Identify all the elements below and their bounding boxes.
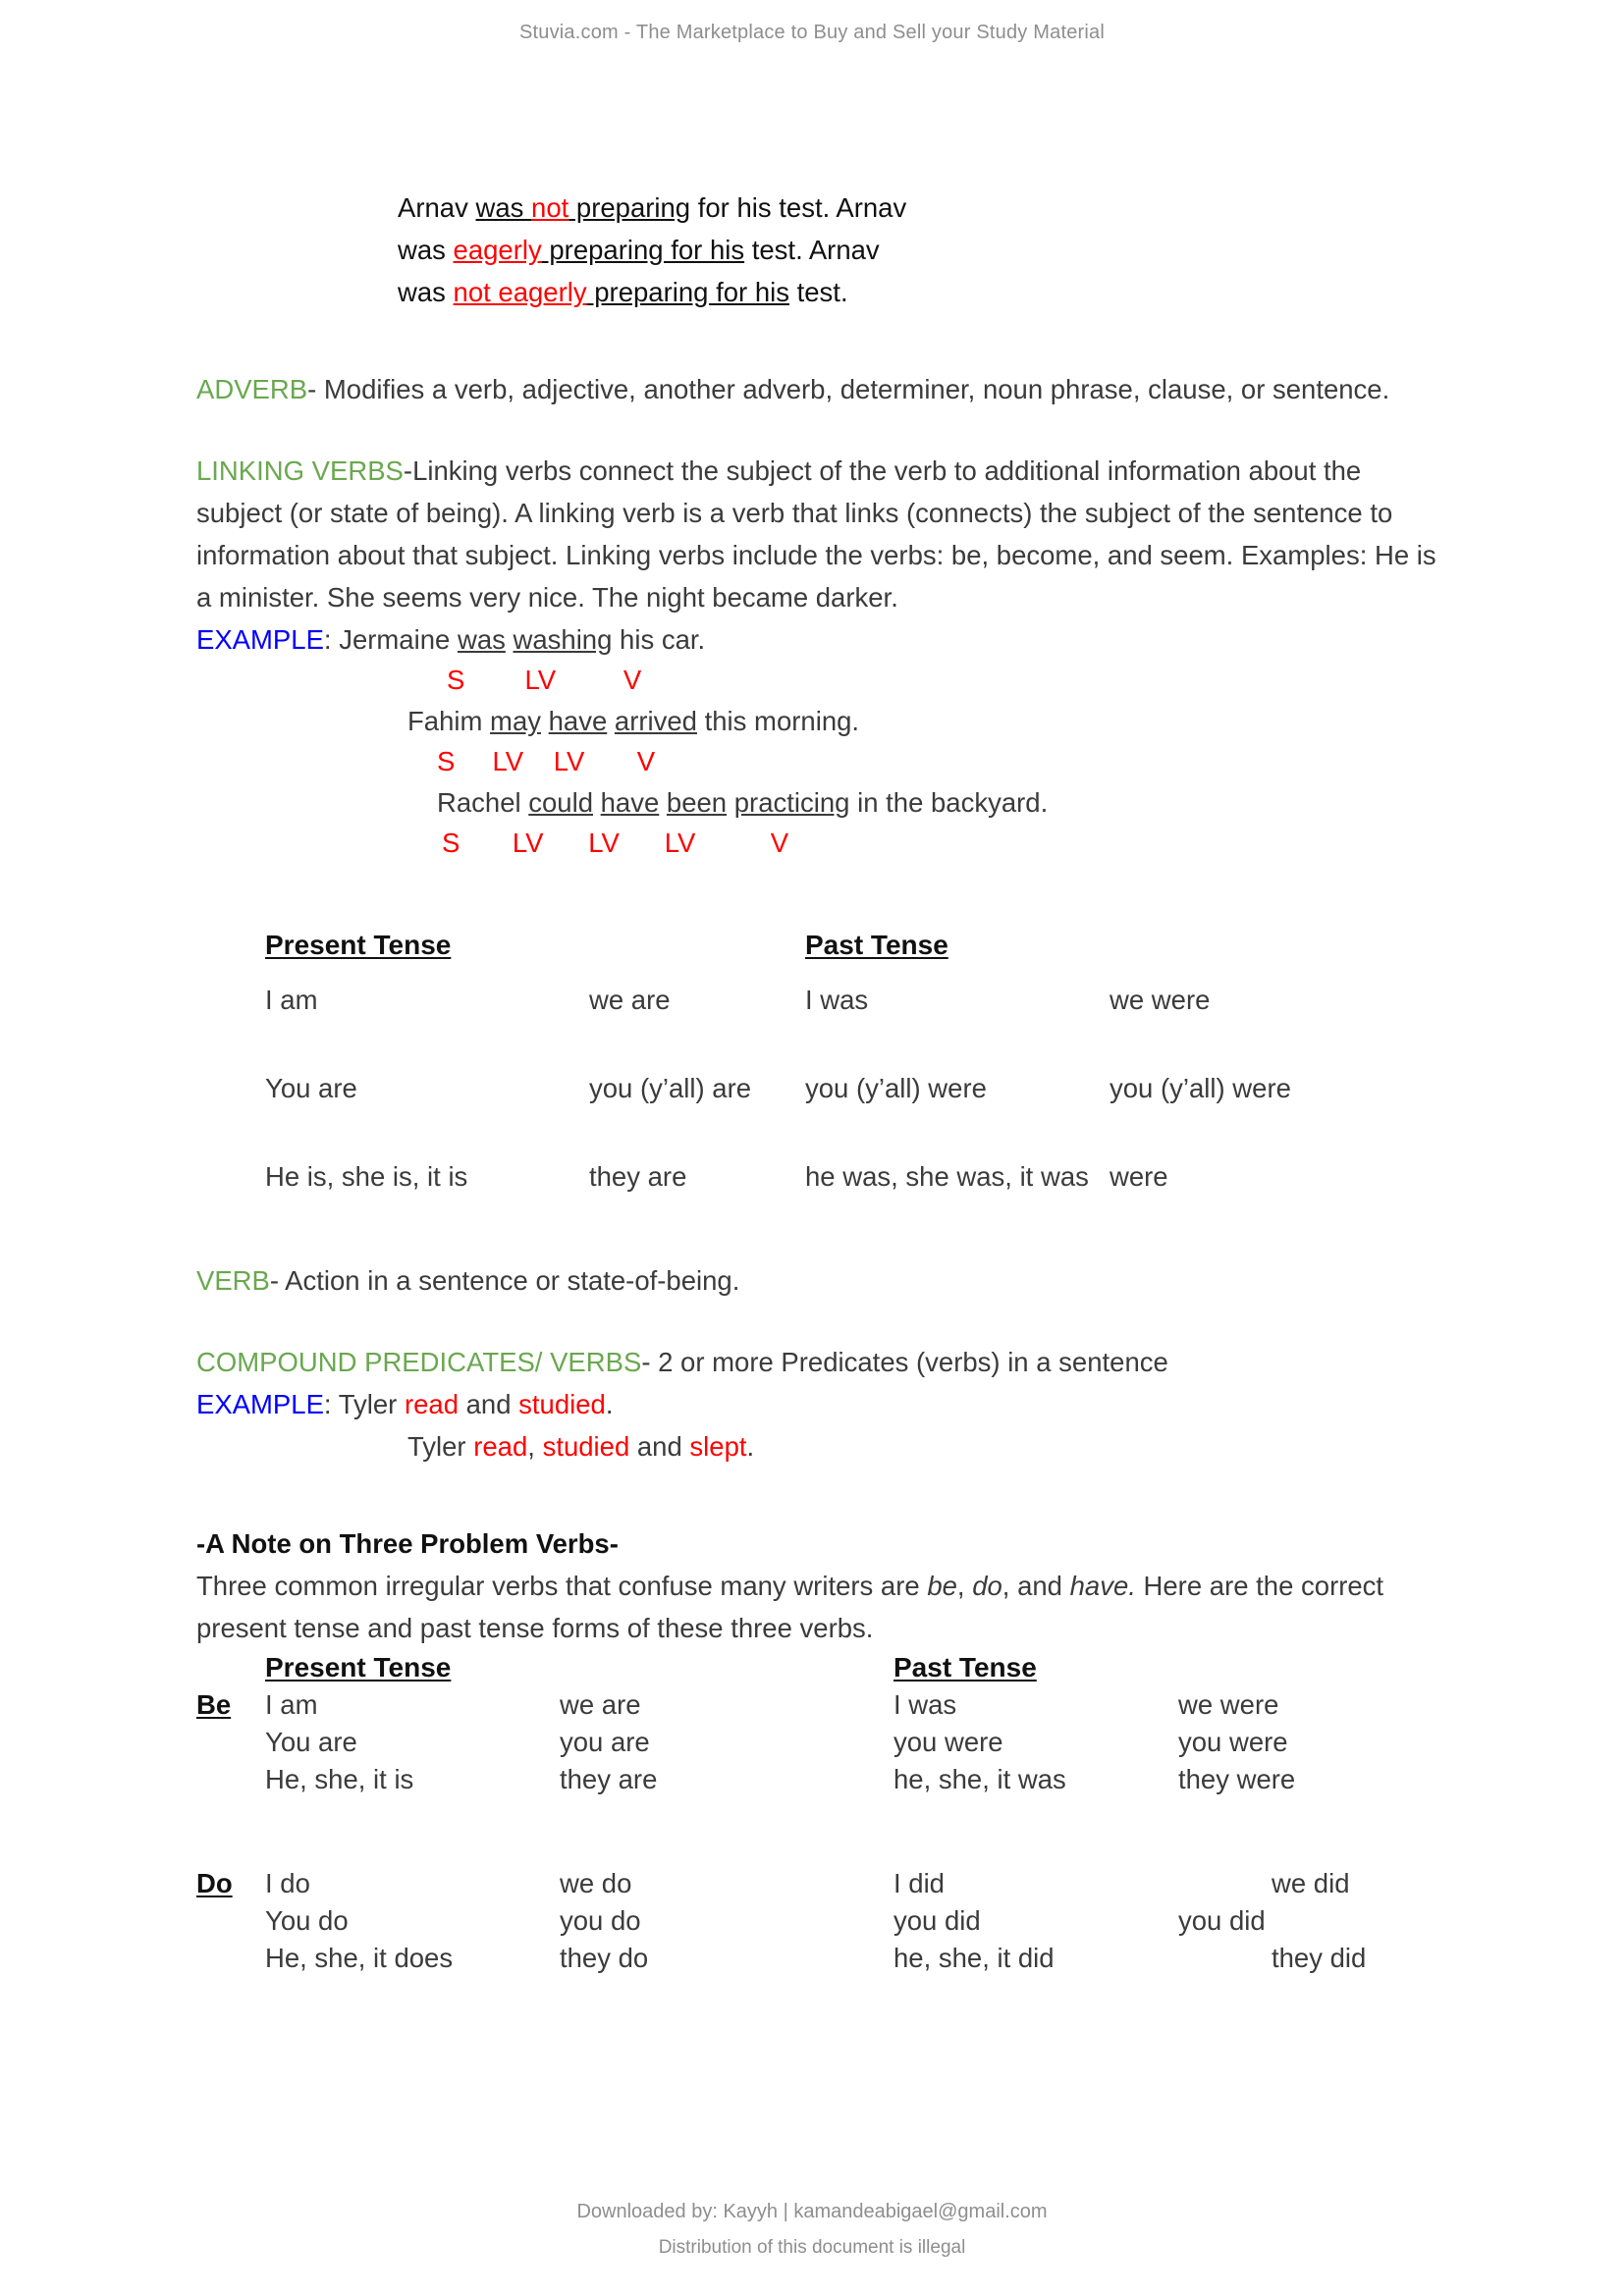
linking-verbs-heading: LINKING VERBS: [196, 455, 404, 486]
verb-section: [196, 1259, 1453, 1302]
compound-ex1-pre: : Tyler: [323, 1389, 405, 1419]
spacer: [196, 1468, 1453, 1522]
intro-line3-was: was: [398, 277, 454, 307]
do-past-sing-1: I did: [893, 1868, 945, 1898]
intro-line3-tail: test.: [788, 277, 848, 307]
table-row: [196, 973, 1453, 1028]
do-past-plur-3: they did: [1272, 1943, 1367, 1973]
problem-verbs-body: [196, 1565, 1453, 1649]
cell-present-plur-1: we are: [589, 985, 671, 1015]
table-header-row: [196, 918, 1453, 973]
adverb-heading: ADVERB: [196, 374, 308, 404]
be-past-plur-3: they were: [1178, 1764, 1296, 1794]
past-tense-header-1: Past Tense: [805, 930, 948, 960]
cell-past-sing-3: he was, she was, it was: [805, 1161, 1089, 1192]
spacer: [196, 410, 1453, 450]
pv-body-b: Here are the correct present tense and past tense forms of these three verbs.: [196, 1571, 1384, 1643]
compound-ex2-comma: ,: [527, 1431, 543, 1462]
intro-line3-preparing: preparing for his: [586, 277, 789, 307]
footer-distribution-notice: Distribution of this document is illegal: [658, 2237, 966, 2258]
be-past-plur-2: you were: [1178, 1727, 1288, 1757]
example-label-2: EXAMPLE: [196, 1389, 324, 1419]
intro-line1-subject: Arnav: [398, 192, 476, 223]
example2-arrived: arrived: [614, 706, 697, 736]
linking-example-2: [407, 700, 1453, 742]
linking-verbs-body: -Linking verbs connect the subject of the verb to additional information about the subject (or state of being). A linking verb is a verb that links (connects) the subject of the sentence to information about that subject. Linking verbs include the verbs: be, become, and seem. Examples: He is a minister. She seems very nice. The night became darker.: [196, 455, 1436, 613]
stuvia-footer: [0, 2201, 1624, 2259]
do-present-plur-3: they do: [560, 1943, 649, 1973]
spacer: [196, 1204, 1453, 1259]
compound-ex1-studied: studied: [518, 1389, 606, 1419]
intro-line1-preparing: preparing: [568, 192, 691, 223]
be-present-plur-3: they are: [560, 1764, 658, 1794]
cell-past-plur-3: were: [1110, 1161, 1168, 1192]
table-row: [196, 1902, 1453, 1940]
example3-pre: Rachel: [437, 787, 529, 818]
be-present-sing-2: You are: [265, 1727, 357, 1757]
do-present-sing-3: He, she, it does: [265, 1943, 454, 1973]
do-present-plur-2: you do: [560, 1905, 641, 1936]
intro-line2-preparing: preparing for his: [541, 235, 745, 265]
be-past-sing-1: I was: [893, 1689, 957, 1720]
compound-ex2-end: .: [746, 1431, 755, 1462]
intro-line2-eagerly: eagerly: [453, 235, 542, 265]
problem-verbs-heading: -A Note on Three Problem Verbs-: [196, 1528, 619, 1559]
do-present-sing-1: I do: [265, 1868, 310, 1898]
table-spacer-row: [196, 1798, 1453, 1832]
cell-past-sing-2: you (y’all) were: [805, 1073, 987, 1103]
cell-past-plur-1: we were: [1110, 985, 1211, 1015]
table-spacer-row: [196, 1028, 1453, 1061]
example2-have: have: [548, 706, 608, 736]
cell-present-sing-2: You are: [265, 1073, 357, 1103]
intro-example-block: [398, 187, 1026, 313]
table-row: [196, 1761, 1453, 1798]
row-label-do: Do: [196, 1868, 233, 1898]
table-spacer-row: [196, 1832, 1453, 1865]
compound-body: - 2 or more Predicates (verbs) in a sentence: [641, 1347, 1168, 1377]
do-present-plur-1: we do: [560, 1868, 632, 1898]
intro-example-line-2: [398, 229, 1026, 271]
example3-practicing: practicing: [733, 787, 850, 818]
intro-line1-tail: for his test. Arnav: [690, 192, 907, 223]
cell-present-sing-3: He is, she is, it is: [265, 1161, 468, 1192]
document-content: [196, 187, 1453, 1977]
example3-could: could: [528, 787, 593, 818]
compound-ex1-read: read: [404, 1389, 459, 1419]
compound-ex2-and: and: [629, 1431, 690, 1462]
pv-have: have.: [1069, 1571, 1136, 1601]
be-present-plur-1: we are: [560, 1689, 641, 1720]
example1-tail: his car.: [612, 624, 706, 655]
be-present-plur-2: you are: [560, 1727, 650, 1757]
pv-and: , and: [1001, 1571, 1070, 1601]
table-row: [196, 1940, 1453, 1977]
stuvia-top-watermark: Stuvia.com - The Marketplace to Buy and Sell your Study Material: [518, 22, 1106, 43]
table-row: [196, 1686, 1453, 1724]
table-row: [196, 1061, 1453, 1116]
example1-space: [506, 624, 514, 655]
present-tense-header-1: Present Tense: [265, 930, 452, 960]
example2-pre: Fahim: [407, 706, 491, 736]
spacer: [196, 313, 1453, 368]
compound-ex2-pre: Tyler: [407, 1431, 474, 1462]
example2-tail: this morning.: [696, 706, 860, 736]
linking-verbs-section: [196, 450, 1453, 618]
example3-been: been: [666, 787, 728, 818]
be-present-sing-1: I am: [265, 1689, 318, 1720]
example1-markers: S LV V: [447, 665, 642, 695]
compound-example-1: [196, 1383, 1453, 1425]
intro-line2-tail: test. Arnav: [744, 235, 880, 265]
pv-be: be: [927, 1571, 957, 1601]
compound-ex2-studied: studied: [542, 1431, 630, 1462]
cell-present-plur-3: they are: [589, 1161, 687, 1192]
table-row: [196, 1865, 1453, 1902]
table-row: [196, 1149, 1453, 1204]
footer-downloaded-by: Downloaded by: Kayyh | kamandeabigael@gmail.com: [576, 2201, 1048, 2222]
be-past-plur-1: we were: [1178, 1689, 1279, 1720]
cell-present-sing-1: I am: [265, 985, 318, 1015]
example1-was: was: [457, 624, 506, 655]
example3-markers: S LV LV LV V: [442, 828, 789, 858]
compound-predicates-section: [196, 1341, 1453, 1383]
table-spacer-row: [196, 1116, 1453, 1149]
compound-heading: COMPOUND PREDICATES/ VERBS: [196, 1347, 642, 1377]
linking-example-3: [437, 781, 1453, 824]
compound-ex1-end: .: [605, 1389, 614, 1419]
pv-comma: ,: [956, 1571, 973, 1601]
example3-have: have: [600, 787, 660, 818]
table-row: [196, 1724, 1453, 1761]
adverb-body: - Modifies a verb, adjective, another adverb, determiner, noun phrase, clause, or sentence.: [307, 374, 1390, 404]
do-present-sing-2: You do: [265, 1905, 349, 1936]
do-past-plur-2: you did: [1178, 1905, 1266, 1936]
be-present-sing-3: He, she, it is: [265, 1764, 414, 1794]
compound-example-2: [407, 1425, 1453, 1468]
example2-may: may: [490, 706, 541, 736]
spacer: [196, 863, 1453, 918]
compound-ex1-and: and: [459, 1389, 519, 1419]
intro-line1-was: was: [475, 192, 532, 223]
cell-past-sing-1: I was: [805, 985, 869, 1015]
verb-body: - Action in a sentence or state-of-being.: [269, 1265, 740, 1296]
present-tense-header-2: Present Tense: [265, 1652, 452, 1682]
compound-ex2-read: read: [473, 1431, 528, 1462]
be-past-sing-2: you were: [893, 1727, 1003, 1757]
pv-do: do: [972, 1571, 1002, 1601]
spacer: [196, 1302, 1453, 1341]
tense-table-problem-verbs: [196, 1649, 1453, 1977]
do-past-plur-1: we did: [1272, 1868, 1350, 1898]
example1-washing: washing: [513, 624, 613, 655]
intro-line3-not-eagerly: not eagerly: [453, 277, 587, 307]
intro-line1-not: not: [531, 192, 569, 223]
table-header-row: [196, 1649, 1453, 1686]
past-tense-header-2: Past Tense: [893, 1652, 1037, 1682]
adverb-section: [196, 368, 1453, 410]
linking-example-1: [196, 618, 1453, 661]
verb-heading: VERB: [196, 1265, 270, 1296]
intro-example-line-3: [398, 271, 1026, 313]
do-past-sing-3: he, she, it did: [893, 1943, 1055, 1973]
tense-table-primary: [196, 918, 1453, 1204]
example2-markers: S LV LV V: [437, 746, 656, 776]
row-label-be: Be: [196, 1689, 232, 1720]
be-past-sing-3: he, she, it was: [893, 1764, 1066, 1794]
intro-example-line-1: [398, 187, 1026, 229]
cell-past-plur-2: you (y’all) were: [1110, 1073, 1291, 1103]
intro-line2-was: was: [398, 235, 454, 265]
cell-present-plur-2: you (y’all) are: [589, 1073, 752, 1103]
example-label-1: EXAMPLE: [196, 624, 324, 655]
pv-body-a: Three common irregular verbs that confuse many writers are: [196, 1571, 928, 1601]
example3-tail: in the backyard.: [849, 787, 1049, 818]
compound-ex2-slept: slept: [689, 1431, 747, 1462]
example1-pre: : Jermaine: [323, 624, 458, 655]
do-past-sing-2: you did: [893, 1905, 981, 1936]
